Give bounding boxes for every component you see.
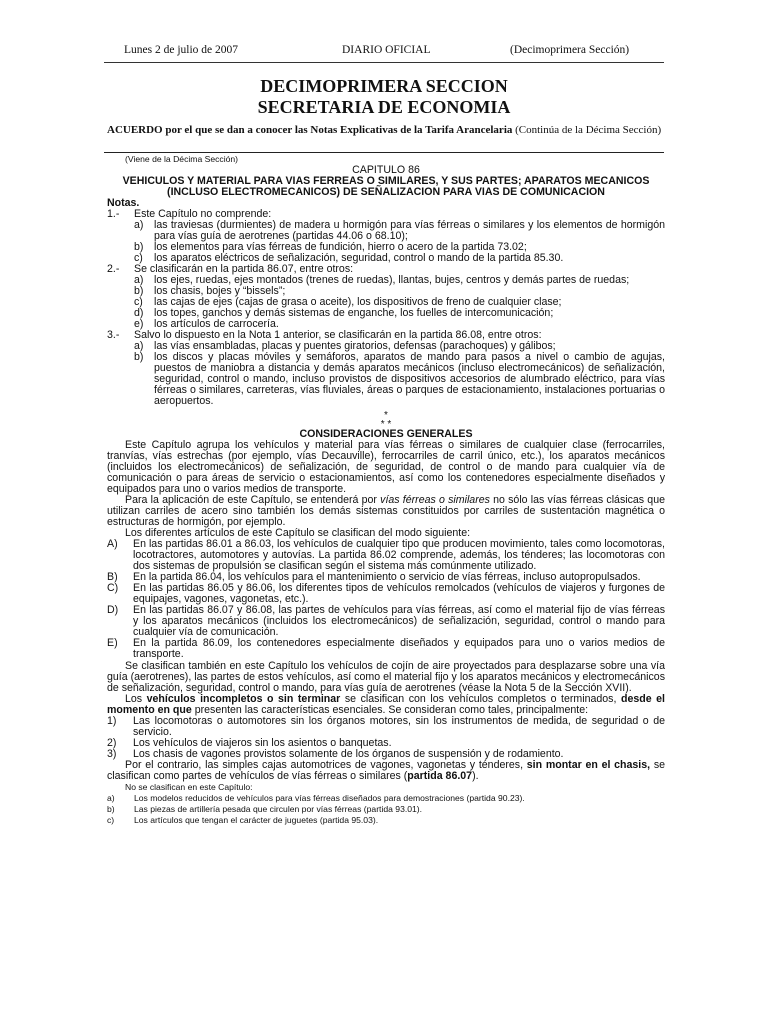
para-4: Se clasifican también en este Capítulo los vehículos de cojín de aire proyectados para desplazarse sobre una vía guía (aerotrenes), las partes de estos vehículos, así como el material fijo y los aparatos mecánicos y electromecánicos de señalización, seguridad, control o mando, para vías guía de aerotrenes (véase la Nota 5 de la Sección XVII). [107, 659, 665, 694]
notas-label: Notas. [107, 196, 140, 209]
note-2-item: a) los ejes, ruedas, ejes montados (trenes de ruedas), llantas, bujes, centros y demás partes de ruedas; [134, 273, 630, 286]
section-title: DECIMOPRIMERA SECCION [260, 76, 508, 96]
note-1: 1.- Este Capítulo no comprende: [107, 207, 272, 220]
note-2-item: d) los topes, ganchos y demás sistemas de enganche, los fuelles de intercomunicación; [134, 307, 554, 320]
header-section: (Decimoprimera Sección) [510, 44, 630, 56]
acuerdo-rest: (Continúa de la Décima Sección) [512, 124, 662, 136]
note-1-item: a) las traviesas (durmientes) de madera u hormigón para vías férreas o similares y los elementos de hormigón para vías guía de aerotrenes (partidas 44.06 o 68.10); [134, 218, 665, 242]
principal-item: 1) Las locomotoras o automotores sin los órganos motores, sin los instrumentos de medida, de seguridad o de servicio. [107, 714, 665, 738]
header-date: Lunes 2 de julio de 2007 [124, 44, 239, 56]
viene-note: (Viene de la Décima Sección) [125, 154, 239, 164]
note-2-item: b) los chasis, bojes y “bissels”; [134, 285, 286, 298]
no-clasifican-item: c) Los artículos que tengan el carácter de juguetes (partida 95.03). [107, 815, 379, 826]
star-bottom: * * [380, 418, 392, 430]
note-2: 2.- Se clasificarán en la partida 86.07, entre otros: [107, 262, 354, 275]
chapter-title: VEHICULOS Y MATERIAL PARA VIAS FERREAS O SIMILARES, Y SUS PARTES; APARATOS MECANICOS (INCLUSO ELECTROMECANICOS) DE SEÑALIZACION PARA VIAS DE COMUNICACION [122, 174, 650, 198]
star-top: * [384, 409, 388, 421]
para-2: Para la aplicación de este Capítulo, se entenderá por vías férreas o similares no sólo las vías férreas clásicas que utilizan carriles de acero sino también los demás sistemas constituidos por carriles de sustentación magnética o estructuras de hormigón, por ejemplo. [107, 493, 665, 528]
note-3-item: a) las vías ensambladas, placas y puentes giratorios, defensas (parachoques) y gálibos; [134, 340, 556, 353]
chapter-number: CAPITULO 86 [352, 163, 420, 176]
no-clasifican-item: b) Las piezas de artillería pesada que circulen por vías férreas (partida 93.01). [107, 804, 423, 815]
no-clasifican-item: a) Los modelos reducidos de vehículos para vías férreas diseñados para demostraciones (partida 90.23). [107, 793, 525, 804]
note-1-item: b) los elementos para vías férreas de fundición, hierro o acero de la partida 73.02; [134, 240, 527, 253]
group-item: E) En la partida 86.09, los contenedores especialmente diseñados y equipados para uno o varios medios de transporte. [107, 637, 665, 661]
principal-item: 2) Los vehículos de viajeros sin los asientos o banquetas. [107, 736, 392, 749]
note-3-item: b) los discos y placas móviles y semáforos, aparatos de mando para pasos a nivel o cambio de agujas, puestos de maniobra a distancia y demás aparatos mecánicos (incluso electromecánicos) de señalización, seguridad, control o mando, incluso provistos de dispositivos accesorios de alumbrado eléctrico, para vías férreas o similares, carreteras, vías fluviales, áreas o parques de estacionamiento, instalaciones portuarias o aeropuertos. [134, 351, 665, 408]
note-3: 3.- Salvo lo dispuesto en la Nota 1 anterior, se clasificarán en la partida 86.08, entre otros: [107, 329, 542, 342]
acuerdo-rule [104, 152, 664, 153]
para-1: Este Capítulo agrupa los vehículos y material para vías férreas o similares de cualquier clase (ferrocarriles, tranvías, vías estrechas (por ejemplo, vías Decauville), ferrocarriles de carril único, etc.), los aparatos mecánicos (incluidos los electromecánicos) de señalización, de seguridad, de control o de mando para cualquier vía de comunicación o para áreas de servicio o estacionamientos, así como los contenedores especialmente diseñados y equipados para uno o varios medios de transporte. [107, 438, 665, 495]
no-clasifican-intro: No se clasifican en este Capítulo: [125, 782, 253, 793]
para-5: Los vehículos incompletos o sin terminar se clasifican con los vehículos completos o terminados, desde el momento en que presenten las características esenciales. Se consideran como tales, principalmente: [107, 692, 665, 716]
para-6: Por el contrario, las simples cajas automotrices de vagones, vagonetas y ténderes, sin montar en el chasis, se clasifican como partes de vehículos de vías férreas o similares (partida 86.07). [107, 758, 666, 782]
note-2-item: e) los artículos de carrocería. [134, 318, 279, 331]
consideraciones-title: CONSIDERACIONES GENERALES [299, 427, 473, 440]
group-item: B) En la partida 86.04, los vehículos para el mantenimiento o servicio de vías férreas, incluso autopropulsados. [107, 571, 641, 584]
group-item: D) En las partidas 86.07 y 86.08, las partes de vehículos para vías férreas, así como el material fijo de vías férreas y los aparatos mecánicos (incluidos los electromecánicos) de señalización, seguridad, control o mando para cualquier vía de comunicación. [107, 604, 665, 639]
note-2-item: c) las cajas de ejes (cajas de grasa o aceite), los dispositivos de freno de cualquier clase; [134, 296, 562, 309]
header-rule [104, 62, 664, 63]
separator-stars [107, 411, 665, 429]
header-journal: DIARIO OFICIAL [342, 44, 431, 56]
acuerdo-title [107, 124, 665, 137]
ministry-title: SECRETARIA DE ECONOMIA [257, 97, 511, 117]
group-item: C) En las partidas 86.05 y 86.06, los diferentes tipos de vehículos remolcados (vehículos de viajeros y furgones de equipajes, vagones, vagonetas, etc.). [107, 582, 665, 606]
group-item: A) En las partidas 86.01 a 86.03, los vehículos de cualquier tipo que producen movimiento, tales como locomotoras, locotractores, automotores y autovías. La partida 86.02 comprende, además, los ténderes; las locomotoras con dos sistemas de propulsión se clasifican según el sistema más comúnmente utilizado. [107, 538, 665, 573]
note-1-item: c) los aparatos eléctricos de señalización, seguridad, control o mando de la partida 85.30. [134, 251, 564, 264]
para-3: Los diferentes artículos de este Capítulo se clasifican del modo siguiente: [125, 526, 471, 539]
body-content [107, 154, 665, 826]
no-clasifican-block [107, 782, 665, 826]
acuerdo-bold: ACUERDO por el que se dan a conocer las Notas Explicativas de la Tarifa Arancelaria [107, 124, 513, 136]
principal-item: 3) Los chasis de vagones provistos solamente de los órganos de suspensión y de rodamiento. [107, 747, 564, 760]
